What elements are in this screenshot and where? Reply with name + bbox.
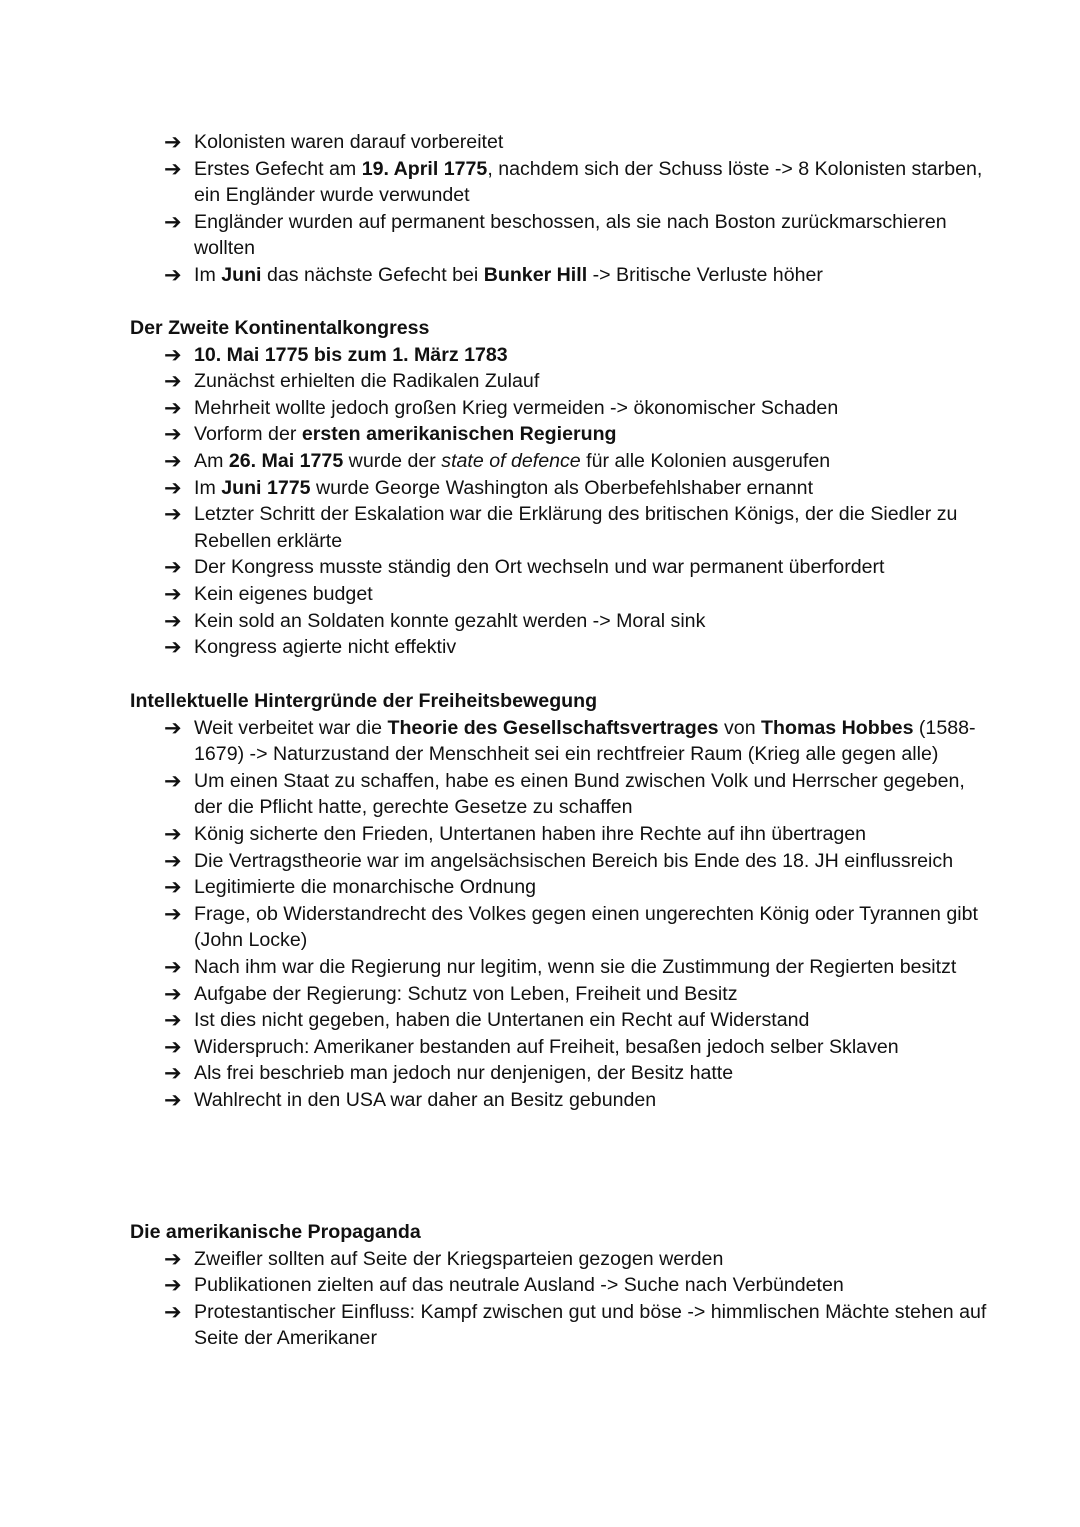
section-kontinentalkongress	[130, 315, 990, 661]
arrow-icon: ➔	[164, 821, 182, 846]
list-item: ➔ Im Juni 1775 wurde George Washington als Oberbefehlshaber ernannt	[164, 475, 814, 500]
arrow-icon: ➔	[164, 475, 182, 500]
list-item: ➔ Wahlrecht in den USA war daher an Besitz gebunden	[164, 1087, 657, 1112]
list-item: ➔ Am 26. Mai 1775 wurde der state of defence für alle Kolonien ausgerufen	[164, 448, 831, 473]
bullet-list	[130, 129, 990, 289]
list-item: ➔ Mehrheit wollte jedoch großen Krieg vermeiden -> ökonomischer Schaden	[164, 395, 839, 420]
arrow-icon: ➔	[164, 209, 182, 234]
arrow-icon: ➔	[164, 635, 182, 660]
arrow-icon: ➔	[164, 954, 182, 979]
list-item: ➔ Publikationen zielten auf das neutrale Ausland -> Suche nach Verbündeten	[164, 1273, 844, 1298]
arrow-icon: ➔	[164, 981, 182, 1006]
list-item: ➔ Im Juni das nächste Gefecht bei Bunker Hill -> Britische Verluste höher	[164, 262, 823, 287]
arrow-icon: ➔	[164, 608, 182, 633]
bullet-list	[130, 342, 990, 661]
list-item: ➔ Vorform der ersten amerikanischen Regierung	[164, 422, 617, 447]
list-item: ➔ Kolonisten waren darauf vorbereitet	[164, 130, 504, 154]
list-item: ➔ Protestantischer Einfluss: Kampf zwischen gut und böse -> himmlischen Mächte stehen auf Seite der Amerikaner	[164, 1299, 987, 1350]
list-item: ➔ Die Vertragstheorie war im angelsächsischen Bereich bis Ende des 18. JH einflussreich	[164, 848, 954, 873]
list-item: ➔ Kein eigenes budget	[164, 581, 373, 606]
list-item: ➔ Engländer wurden auf permanent beschossen, als sie nach Boston zurückmarschieren wollten	[164, 209, 947, 260]
list-item: ➔ Der Kongress musste ständig den Ort wechseln und war permanent überfordert	[164, 555, 885, 580]
arrow-icon: ➔	[164, 262, 182, 287]
list-item: ➔ Zweifler sollten auf Seite der Kriegsparteien gezogen werden	[164, 1246, 724, 1271]
section-heading: Der Zweite Kontinentalkongress	[130, 317, 430, 339]
arrow-icon: ➔	[164, 1008, 182, 1033]
arrow-icon: ➔	[164, 422, 182, 447]
list-item: ➔ Frage, ob Widerstandrecht des Volkes gegen einen ungerechten König oder Tyrannen gibt (John Locke)	[164, 901, 978, 952]
list-item: ➔ Kongress agierte nicht effektiv	[164, 635, 457, 660]
section-gefechte	[130, 129, 990, 289]
arrow-icon: ➔	[164, 848, 182, 873]
section-heading: Intellektuelle Hintergründe der Freiheitsbewegung	[130, 690, 598, 712]
section-propaganda	[130, 1219, 990, 1352]
arrow-icon: ➔	[164, 395, 182, 420]
arrow-icon: ➔	[164, 342, 182, 367]
arrow-icon: ➔	[164, 1034, 182, 1059]
arrow-icon: ➔	[164, 1246, 182, 1271]
arrow-icon: ➔	[164, 1299, 182, 1324]
list-item: ➔ Kein sold an Soldaten konnte gezahlt werden -> Moral sink	[164, 608, 706, 633]
arrow-icon: ➔	[164, 448, 182, 473]
arrow-icon: ➔	[164, 130, 182, 154]
arrow-icon: ➔	[164, 156, 182, 181]
arrow-icon: ➔	[164, 1087, 182, 1112]
arrow-icon: ➔	[164, 1273, 182, 1298]
list-item: ➔ Widerspruch: Amerikaner bestanden auf Freiheit, besaßen jedoch selber Sklaven	[164, 1034, 899, 1059]
list-item: ➔ Ist dies nicht gegeben, haben die Untertanen ein Recht auf Widerstand	[164, 1008, 810, 1033]
arrow-icon: ➔	[164, 369, 182, 394]
arrow-icon: ➔	[164, 901, 182, 926]
list-item: ➔ Letzter Schritt der Eskalation war die Erklärung des britischen Königs, der die Siedler zu Rebellen erklärte	[164, 502, 958, 552]
arrow-icon: ➔	[164, 502, 182, 527]
list-item: ➔ König sicherte den Frieden, Untertanen haben ihre Rechte auf ihn übertragen	[164, 821, 867, 846]
arrow-icon: ➔	[164, 555, 182, 580]
bullet-list	[130, 1246, 990, 1352]
bullet-list	[130, 715, 990, 1114]
arrow-icon: ➔	[164, 581, 182, 606]
list-item: ➔ Nach ihm war die Regierung nur legitim, wenn sie die Zustimmung der Regierten besitzt	[164, 954, 957, 979]
arrow-icon: ➔	[164, 875, 182, 900]
list-item: ➔ Aufgabe der Regierung: Schutz von Leben, Freiheit und Besitz	[164, 981, 738, 1006]
list-item: ➔ Erstes Gefecht am 19. April 1775, nachdem sich der Schuss löste -> 8 Kolonisten starben, ein Engländer wurde verwundet	[164, 156, 983, 207]
section-intellektuelle-hintergruende	[130, 688, 990, 1114]
list-item: ➔ Als frei beschrieb man jedoch nur denjenigen, der Besitz hatte	[164, 1061, 734, 1086]
list-item: ➔ Zunächst erhielten die Radikalen Zulauf	[164, 369, 540, 394]
list-item: ➔ Um einen Staat zu schaffen, habe es einen Bund zwischen Volk und Herrscher gegeben, der die Pflicht hatte, gerechte Gesetze zu schaffen	[164, 768, 965, 819]
section-heading: Die amerikanische Propaganda	[130, 1221, 421, 1243]
arrow-icon: ➔	[164, 715, 182, 740]
list-item: ➔ Legitimierte die monarchische Ordnung	[164, 875, 536, 900]
arrow-icon: ➔	[164, 1061, 182, 1086]
list-item: ➔ Weit verbeitet war die Theorie des Gesellschaftsvertrages von Thomas Hobbes (1588-1679) -> Naturzustand der Menschheit sei ein rechtfreier Raum (Krieg alle gegen alle)	[164, 715, 976, 766]
arrow-icon: ➔	[164, 768, 182, 793]
list-item: ➔ 10. Mai 1775 bis zum 1. März 1783	[164, 342, 508, 367]
